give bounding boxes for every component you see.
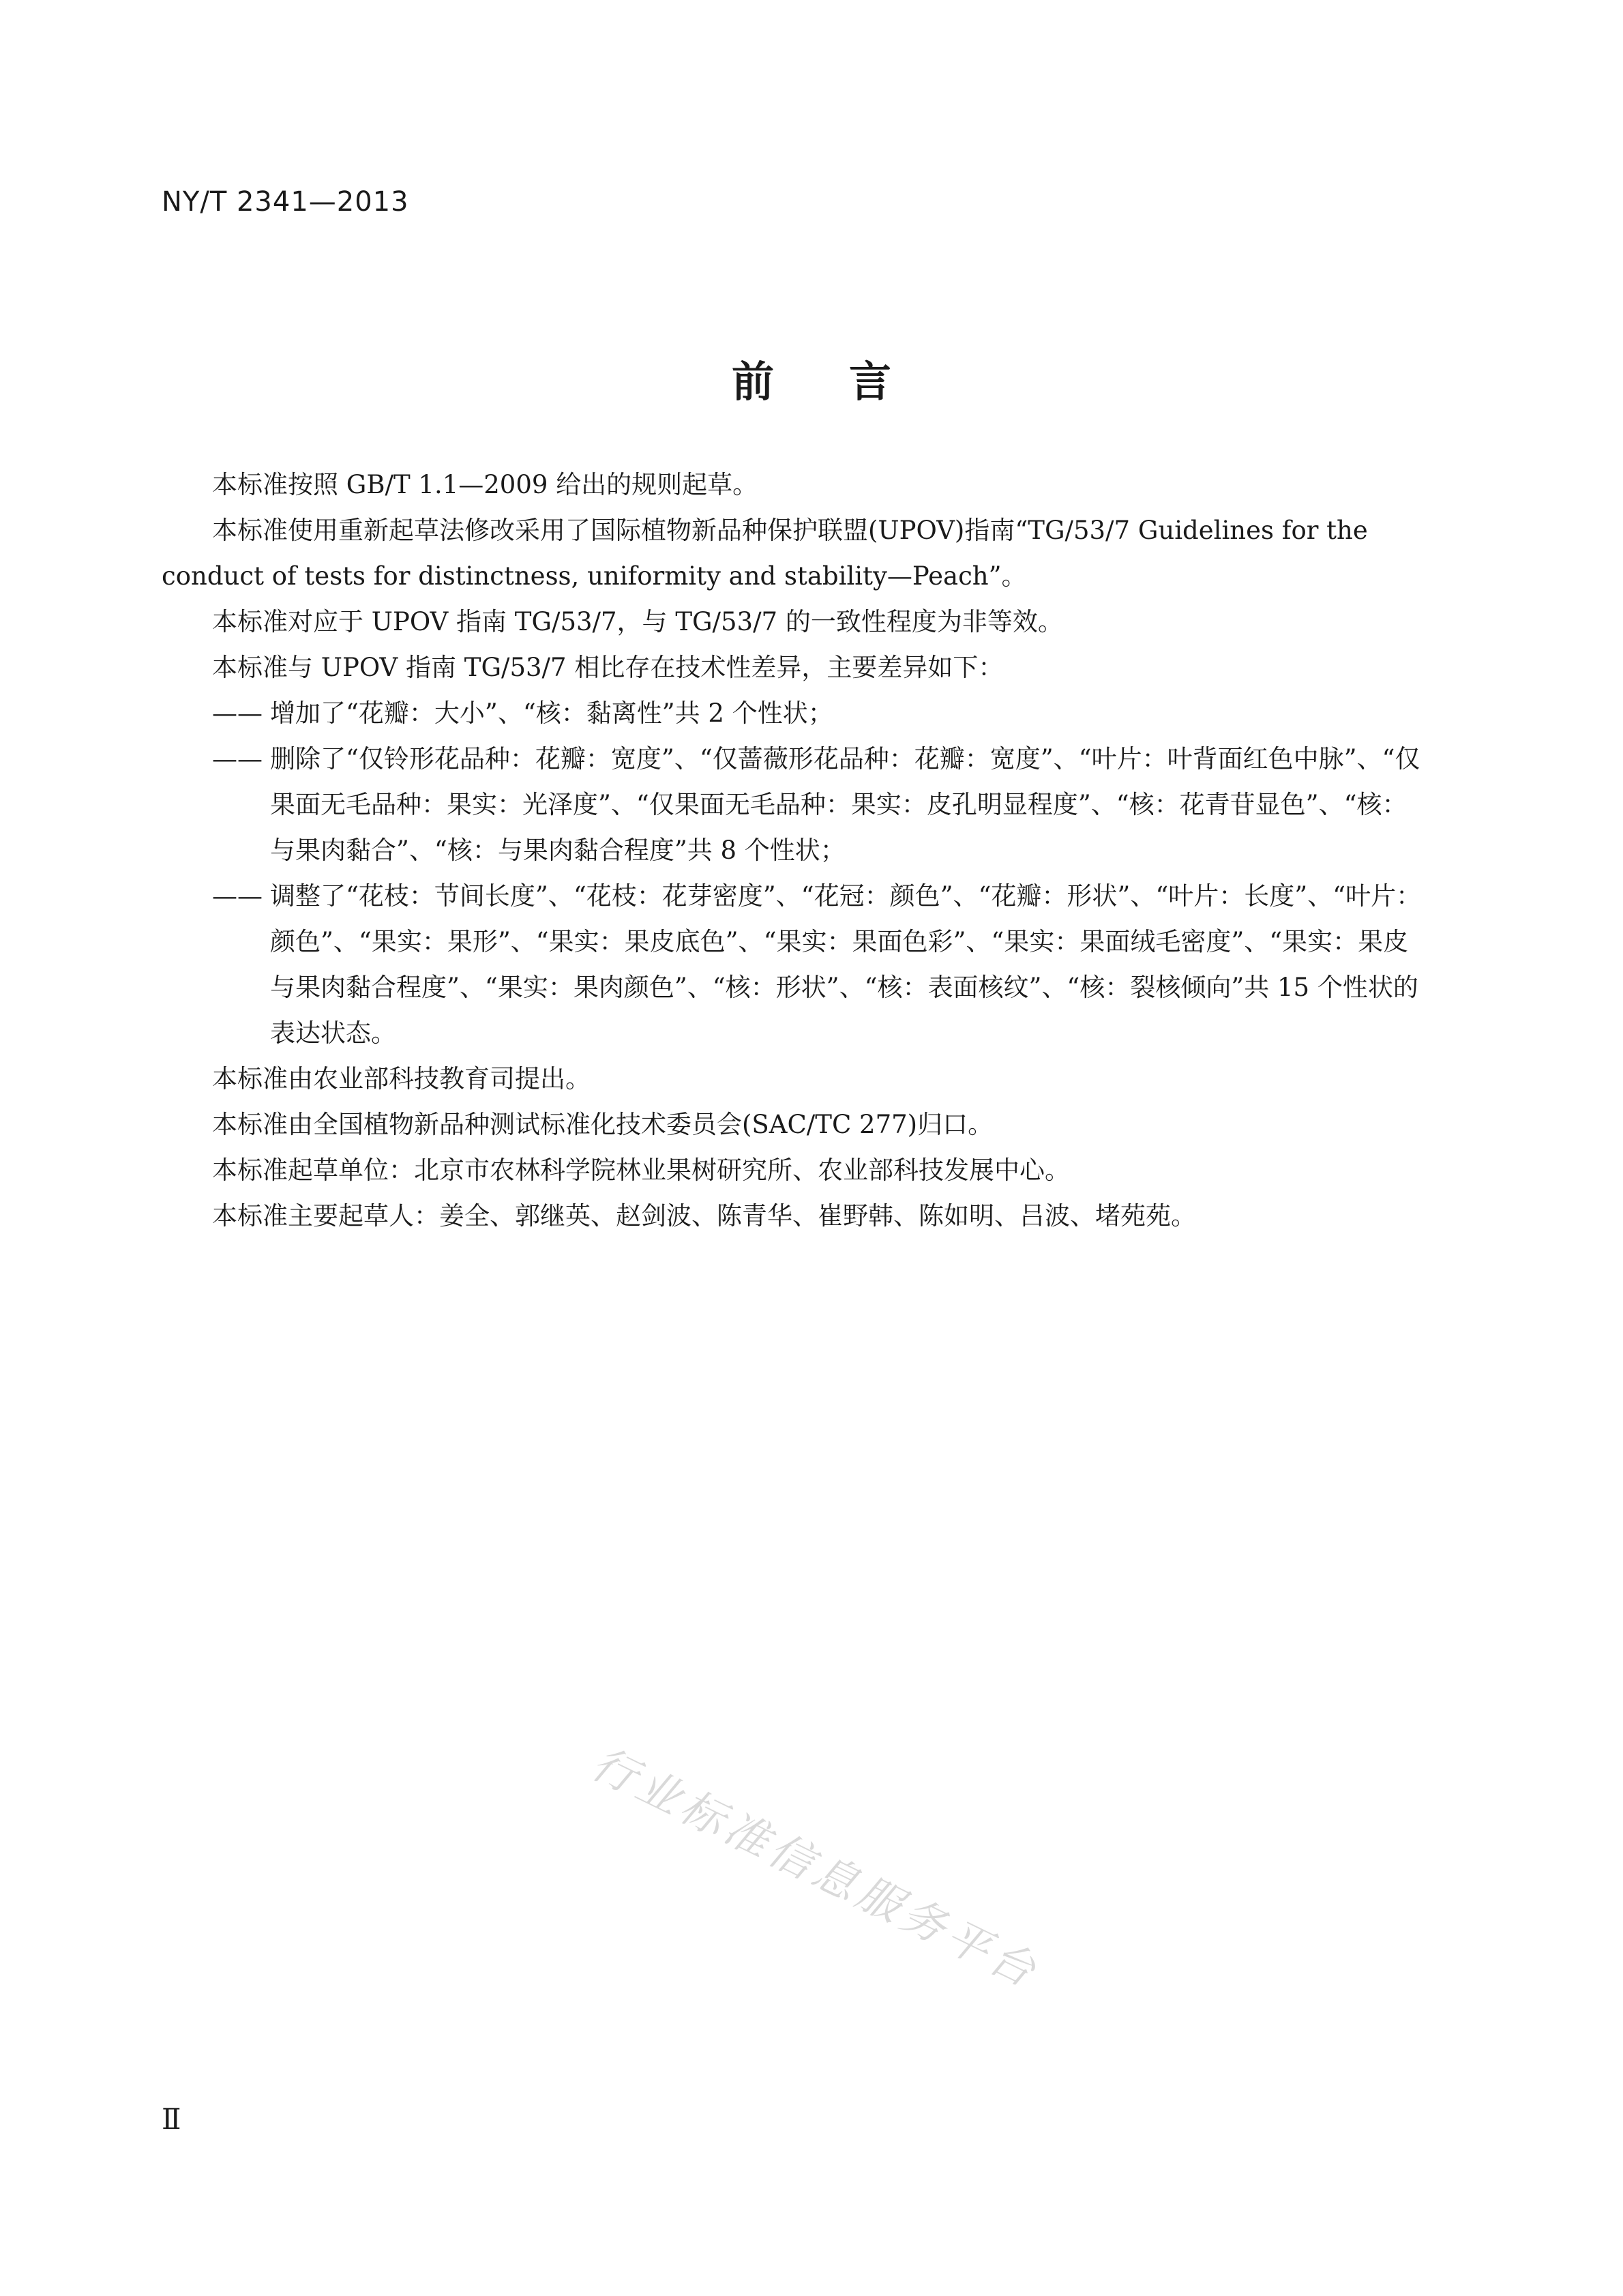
- difference-item-deleted: [162, 736, 1427, 873]
- page-title: [0, 348, 1623, 409]
- paragraph-drafting-unit: 本标准起草单位：北京市农林科学院林业果树研究所、农业部科技发展中心。: [212, 1156, 1070, 1185]
- difference-text: 删除了“仅铃形花品种：花瓣：宽度”、“仅蔷薇形花品种：花瓣：宽度”、“叶片：叶背面红色中脉”、“仅果面无毛品种：果实：光泽度”、“仅果面无毛品种：果实：皮孔明显程度”、“核：花青苷显色”、“核：与果肉黏合”、“核：与果肉黏合程度”共 8 个性状；: [270, 744, 1420, 865]
- difference-text: 调整了“花枝：节间长度”、“花枝：花芽密度”、“花冠：颜色”、“花瓣：形状”、“叶片：长度”、“叶片：颜色”、“果实：果形”、“果实：果皮底色”、“果实：果面色彩”、“果实：果面绒毛密度”、“果实：果皮与果肉黏合程度”、“果实：果肉颜色”、“核：形状”、“核：表面核纹”、“核：裂核倾向”共 15 个性状的表达状态。: [270, 881, 1422, 1048]
- paragraph-upov-adoption: 本标准使用重新起草法修改采用了国际植物新品种保护联盟(UPOV)指南“TG/53/7 Guidelines for the conduct of tests for distinctness, uniformity and stability—Peach”。: [162, 516, 1368, 591]
- paragraph-centralized-by: 本标准由全国植物新品种测试标准化技术委员会(SAC/TC 277)归口。: [212, 1110, 994, 1139]
- foreword-body: [162, 462, 1427, 1239]
- paragraph-drafters: 本标准主要起草人：姜全、郭继英、赵剑波、陈青华、崔野韩、陈如明、吕波、堵苑苑。: [212, 1201, 1196, 1231]
- dash-marker: ——: [212, 744, 263, 774]
- difference-item-added: [162, 690, 1427, 736]
- title-char-2: 言: [849, 357, 892, 407]
- difference-text: 增加了“花瓣：大小”、“核：黏离性”共 2 个性状；: [270, 698, 833, 728]
- title-char-1: 前: [731, 357, 774, 407]
- standard-code: NY/T 2341—2013: [162, 186, 409, 218]
- page-number: Ⅱ: [162, 2102, 181, 2136]
- paragraph-differences-intro: 本标准与 UPOV 指南 TG/53/7 相比存在技术性差异，主要差异如下：: [212, 653, 1004, 682]
- paragraph-drafting-rules: 本标准按照 GB/T 1.1—2009 给出的规则起草。: [212, 470, 758, 499]
- paragraph-proposed-by: 本标准由农业部科技教育司提出。: [212, 1064, 591, 1093]
- watermark: 行业标准信息服务平台: [583, 1738, 1047, 1999]
- dash-marker: ——: [212, 698, 263, 728]
- difference-item-adjusted: [162, 873, 1427, 1056]
- paragraph-equivalence: 本标准对应于 UPOV 指南 TG/53/7，与 TG/53/7 的一致性程度为非等效。: [212, 607, 1063, 636]
- dash-marker: ——: [212, 881, 263, 911]
